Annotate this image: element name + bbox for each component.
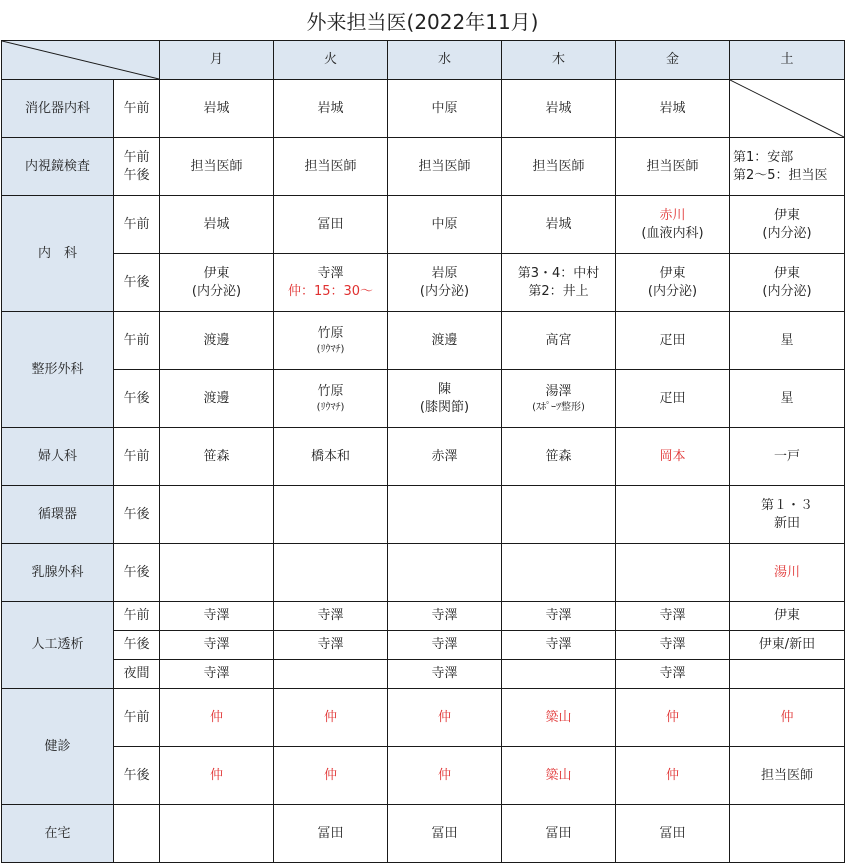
time-label: 夜間 [114,660,160,689]
cell-thu [502,544,616,602]
cell-sat [730,805,845,863]
cell-wed: 中原 [388,196,502,254]
cell-thu: 冨田 [502,805,616,863]
cell-mon: 渡邊 [160,312,274,370]
day-header-mon: 月 [160,41,274,80]
header-row [2,41,845,80]
cell-mon: 担当医師 [160,138,274,196]
table-row [2,370,845,428]
cell-thu: 笹森 [502,428,616,486]
cell-thu: 寺澤 [502,631,616,660]
dept-label: 内視鏡検査 [2,138,114,196]
cell-line: 陳 [437,381,451,397]
cell-sat: 担当医師 [730,747,845,805]
cell-tue: 寺澤 [274,631,388,660]
dept-label: 健診 [2,689,114,805]
cell-wed [388,486,502,544]
cell-mon [160,486,274,544]
cell-line: 伊東 [659,265,686,281]
cell-tue [274,370,388,428]
table-row [2,138,845,196]
cell-fri: 疋田 [616,312,730,370]
cell-wed: 寺澤 [388,602,502,631]
cell-wed: 仲 [388,747,502,805]
cell-line: 第１・３ [760,497,813,513]
cell-line: (膝関節) [419,399,470,415]
table-row [2,544,845,602]
dept-label: 整形外科 [2,312,114,428]
cell-line: 第1：安部 [733,149,794,165]
cell-sat [730,486,845,544]
table-row [2,747,845,805]
table-row [2,312,845,370]
cell-mon [160,805,274,863]
time-label: 午後 [114,747,160,805]
cell-fri: 疋田 [616,370,730,428]
cell-tue: 仲 [274,747,388,805]
cell-tue [274,660,388,689]
cell-wed: 冨田 [388,805,502,863]
cell-line: (ｽﾎﾟｰﾂ整形) [532,401,585,413]
cell-tue [274,312,388,370]
cell-wed: 寺澤 [388,660,502,689]
time-label [114,138,160,196]
cell-line: (血液内科) [641,225,704,241]
table-row [2,428,845,486]
cell-thu: 簗山 [502,747,616,805]
cell-line: (ﾘｳﾏﾁ) [316,401,345,413]
table-row [2,805,845,863]
cell-tue [274,486,388,544]
table-row [2,486,845,544]
cell-sat [730,196,845,254]
cell-thu: 簗山 [502,689,616,747]
cell-wed: 渡邊 [388,312,502,370]
cell-sat: 伊東/新田 [730,631,845,660]
cell-mon: 寺澤 [160,602,274,631]
time-label: 午前 [114,689,160,747]
cell-line: 竹原 [317,383,344,399]
cell-thu [502,254,616,312]
dept-label: 婦人科 [2,428,114,486]
cell-tue [274,254,388,312]
day-header-wed: 水 [388,41,502,80]
cell-fri: 寺澤 [616,631,730,660]
cell-mon [160,254,274,312]
cell-sat [730,660,845,689]
time-pm: 午後 [123,167,150,183]
table-row [2,602,845,631]
diagonal-line [730,80,844,137]
cell-tue: 冨田 [274,805,388,863]
cell-thu: 担当医師 [502,138,616,196]
dept-label: 在宅 [2,805,114,863]
cell-line: 第2～5：担当医 [733,167,828,183]
cell-sat: 湯川 [730,544,845,602]
table-row [2,660,845,689]
cell-fri: 寺澤 [616,660,730,689]
cell-wed: 中原 [388,80,502,138]
cell-line: (内分泌) [191,283,242,299]
cell-sat: 星 [730,312,845,370]
cell-sat [730,254,845,312]
cell-fri: 仲 [616,689,730,747]
day-header-tue: 火 [274,41,388,80]
cell-line: (内分泌) [647,283,698,299]
day-header-fri: 金 [616,41,730,80]
time-label: 午前 [114,80,160,138]
cell-fri [616,486,730,544]
corner-cell [2,41,160,80]
cell-mon: 岩城 [160,80,274,138]
page-title: 外来担当医(2022年11月) [306,9,539,34]
cell-fri [616,544,730,602]
day-header-thu: 木 [502,41,616,80]
cell-sat: 仲 [730,689,845,747]
cell-line: 伊東 [773,207,800,223]
cell-thu: 岩城 [502,80,616,138]
table-row [2,631,845,660]
dept-label: 内 科 [2,196,114,312]
cell-fri [616,196,730,254]
cell-line: (ﾘｳﾏﾁ) [316,343,345,355]
cell-mon: 寺澤 [160,660,274,689]
cell-mon: 仲 [160,747,274,805]
cell-mon [160,544,274,602]
dept-label: 循環器 [2,486,114,544]
cell-tue: 橋本和 [274,428,388,486]
time-label [114,805,160,863]
cell-line: 新田 [773,515,800,531]
cell-sat: 星 [730,370,845,428]
cell-line: (内分泌) [762,283,812,299]
cell-line: 伊東 [773,265,800,281]
time-label: 午後 [114,486,160,544]
cell-wed: 仲 [388,689,502,747]
time-label: 午前 [114,196,160,254]
cell-wed [388,370,502,428]
cell-line: 第3・4：中村 [517,265,600,281]
cell-mon: 仲 [160,689,274,747]
cell-thu [502,486,616,544]
cell-tue [274,544,388,602]
diagonal-line [2,41,159,79]
time-label: 午後 [114,254,160,312]
day-header-sat: 土 [730,41,845,80]
time-label: 午前 [114,312,160,370]
cell-mon: 寺澤 [160,631,274,660]
table-row [2,689,845,747]
cell-line: 赤川 [659,207,686,223]
cell-wed: 担当医師 [388,138,502,196]
time-label: 午前 [114,602,160,631]
cell-line: (内分泌) [419,283,470,299]
dept-label: 人工透析 [2,602,114,689]
cell-line: 仲：15：30～ [287,283,374,299]
cell-wed [388,544,502,602]
cell-line: 湯澤 [545,383,572,399]
cell-sat: 一戸 [730,428,845,486]
cell-fri: 寺澤 [616,602,730,631]
cell-fri: 仲 [616,747,730,805]
cell-fri: 岩城 [616,80,730,138]
table-row [2,196,845,254]
cell-line: 第2：井上 [528,283,589,299]
time-label: 午前 [114,428,160,486]
cell-wed: 寺澤 [388,631,502,660]
cell-tue: 冨田 [274,196,388,254]
cell-line: (内分泌) [762,225,812,241]
cell-sat [730,138,845,196]
cell-fri: 担当医師 [616,138,730,196]
cell-mon: 岩城 [160,196,274,254]
cell-thu: 寺澤 [502,602,616,631]
cell-thu [502,660,616,689]
table-row [2,80,845,138]
cell-thu [502,370,616,428]
time-label: 午後 [114,631,160,660]
dept-label: 乳腺外科 [2,544,114,602]
dept-label: 消化器内科 [2,80,114,138]
cell-wed [388,254,502,312]
cell-mon: 渡邊 [160,370,274,428]
cell-tue: 寺澤 [274,602,388,631]
cell-line: 伊東 [203,265,230,281]
cell-tue: 岩城 [274,80,388,138]
schedule-table [1,40,845,863]
time-label: 午後 [114,544,160,602]
cell-sat: 伊東 [730,602,845,631]
cell-fri [616,254,730,312]
cell-sat-empty [730,80,845,138]
cell-fri: 冨田 [616,805,730,863]
cell-tue: 仲 [274,689,388,747]
cell-wed: 赤澤 [388,428,502,486]
cell-thu: 岩城 [502,196,616,254]
cell-line: 竹原 [317,325,344,341]
cell-mon: 笹森 [160,428,274,486]
cell-fri: 岡本 [616,428,730,486]
time-label: 午後 [114,370,160,428]
table-row [2,254,845,312]
cell-line: 寺澤 [317,265,344,281]
cell-tue: 担当医師 [274,138,388,196]
cell-line: 岩原 [431,265,458,281]
time-am: 午前 [123,149,150,165]
cell-thu: 高宮 [502,312,616,370]
